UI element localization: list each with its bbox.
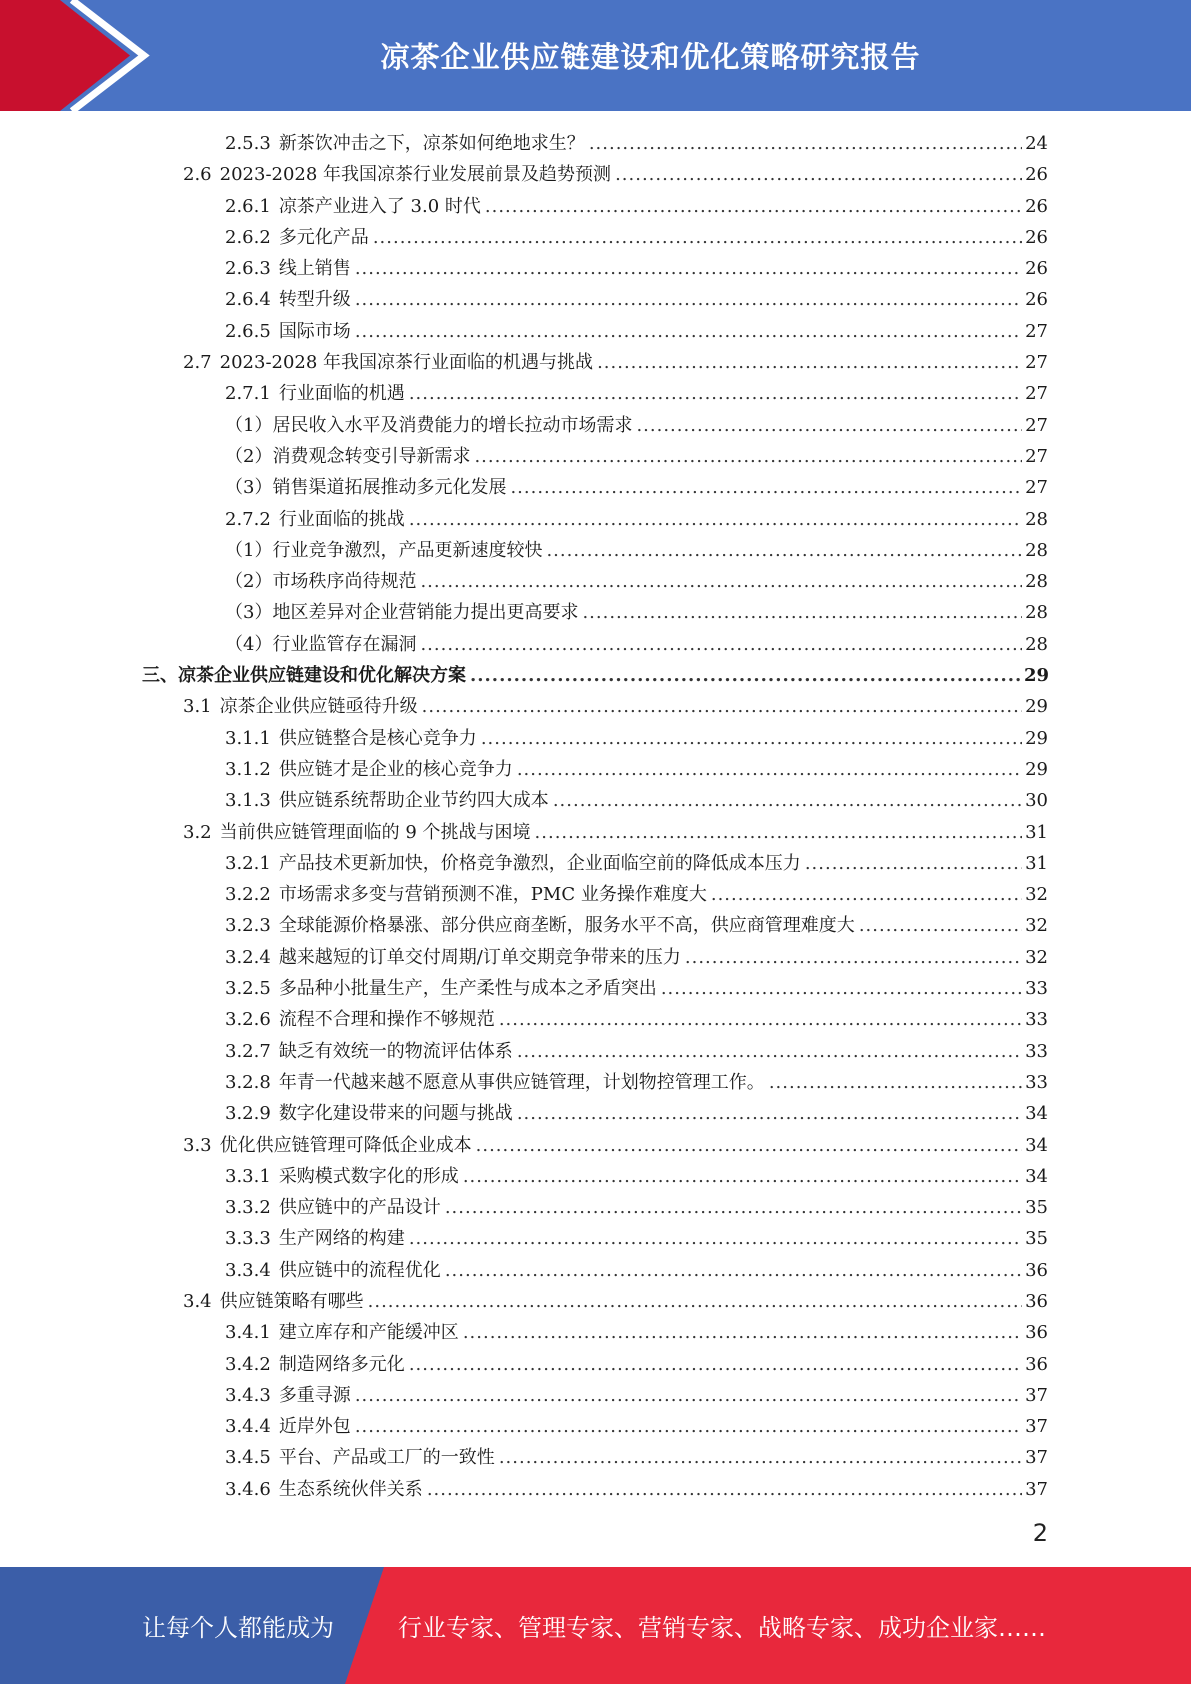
toc-entry[interactable] <box>0 1349 1191 1380</box>
toc-entry-page: 34 <box>1025 1165 1048 1187</box>
toc-entry-label: 越来越短的订单交付周期/订单交期竞争带来的压力 <box>278 946 681 968</box>
toc-entry[interactable] <box>0 629 1191 660</box>
table-of-contents <box>0 128 1191 1505</box>
toc-entry-title <box>183 817 531 848</box>
toc-entry[interactable] <box>0 472 1191 503</box>
toc-dot-leader <box>517 1098 1022 1129</box>
toc-entry-title <box>225 1098 513 1129</box>
toc-entry-number: 3.4.1 <box>225 1322 271 1344</box>
toc-entry-number: （2） <box>225 571 273 593</box>
toc-entry-title <box>225 410 632 441</box>
toc-entry-label: 供应链整合是核心竞争力 <box>278 727 477 749</box>
toc-entry-label: 居民收入水平及消费能力的增长拉动市场需求 <box>272 414 633 436</box>
toc-entry-label: 供应链系统帮助企业节约四大成本 <box>278 790 549 812</box>
toc-entry[interactable] <box>0 1192 1191 1223</box>
toc-dot-leader <box>553 785 1022 816</box>
toc-entry-title <box>225 848 801 879</box>
toc-entry[interactable] <box>0 253 1191 284</box>
toc-entry-title <box>225 1411 351 1442</box>
toc-entry-number: 3.2.8 <box>225 1071 271 1093</box>
toc-entry-number: 3.2.7 <box>225 1040 271 1062</box>
toc-entry-label: 数字化建设带来的问题与挑战 <box>278 1103 513 1125</box>
toc-dot-leader <box>409 504 1022 535</box>
toc-entry-page: 31 <box>1025 821 1048 843</box>
toc-entry-label: 采购模式数字化的形成 <box>278 1165 459 1187</box>
toc-entry-number: 2.6.2 <box>225 226 271 248</box>
page-header <box>0 0 1191 111</box>
toc-entry[interactable] <box>0 1223 1191 1254</box>
toc-entry-title <box>225 441 470 472</box>
toc-entry-number: 3.4 <box>183 1290 212 1312</box>
toc-entry-page: 29 <box>1025 696 1048 718</box>
toc-dot-leader <box>597 347 1022 378</box>
toc-entry-page: 26 <box>1025 258 1048 280</box>
toc-dot-leader <box>485 191 1022 222</box>
toc-entry[interactable] <box>0 1036 1191 1067</box>
toc-entry-title <box>225 723 477 754</box>
toc-entry-number: 3.2.1 <box>225 852 271 874</box>
toc-entry-title <box>225 284 351 315</box>
toc-dot-leader <box>636 410 1022 441</box>
toc-entry-title <box>225 597 578 628</box>
toc-dot-leader <box>499 1004 1022 1035</box>
toc-entry-page: 33 <box>1025 1009 1048 1031</box>
toc-entry-title <box>225 504 405 535</box>
toc-entry[interactable] <box>0 159 1191 190</box>
toc-dot-leader <box>481 723 1022 754</box>
toc-entry-page: 28 <box>1025 571 1048 593</box>
toc-dot-leader <box>368 1286 1022 1317</box>
toc-entry-page: 28 <box>1025 508 1048 530</box>
toc-entry-number: 2.6.3 <box>225 258 271 280</box>
toc-entry-label: 线上销售 <box>278 258 351 280</box>
toc-dot-leader <box>661 973 1022 1004</box>
toc-entry-label: 多品种小批量生产，生产柔性与成本之矛盾突出 <box>278 978 657 1000</box>
toc-entry-title <box>225 316 351 347</box>
toc-entry-title <box>225 472 506 503</box>
toc-entry-page: 37 <box>1025 1416 1048 1438</box>
toc-entry-page: 36 <box>1025 1259 1048 1281</box>
toc-entry-number: 3.2.4 <box>225 946 271 968</box>
toc-entry[interactable] <box>0 942 1191 973</box>
toc-entry-label: 国际市场 <box>278 320 351 342</box>
toc-entry-number: 3.3.1 <box>225 1165 271 1187</box>
toc-entry[interactable] <box>0 754 1191 785</box>
toc-entry[interactable] <box>0 1380 1191 1411</box>
toc-entry-title <box>225 1380 351 1411</box>
toc-entry-number: 3.1 <box>183 696 212 718</box>
toc-entry-title <box>225 1474 423 1505</box>
toc-entry-label: 生态系统伙伴关系 <box>278 1478 423 1500</box>
toc-entry[interactable] <box>0 910 1191 941</box>
toc-entry[interactable] <box>0 441 1191 472</box>
toc-entry-title <box>225 1192 441 1223</box>
toc-entry-page: 32 <box>1025 946 1048 968</box>
toc-entry-number: 3.4.2 <box>225 1353 271 1375</box>
toc-entry-label: 供应链中的产品设计 <box>278 1197 441 1219</box>
toc-entry-number: 2.6.1 <box>225 195 271 217</box>
toc-dot-leader <box>445 1192 1022 1223</box>
toc-entry-page: 27 <box>1025 352 1048 374</box>
toc-entry-label: 凉茶企业供应链亟待升级 <box>219 696 418 718</box>
toc-entry[interactable] <box>0 222 1191 253</box>
toc-entry[interactable] <box>0 660 1191 691</box>
toc-entry-page: 29 <box>1025 727 1048 749</box>
toc-entry-page: 36 <box>1025 1322 1048 1344</box>
toc-entry-label: 供应链中的流程优化 <box>278 1259 441 1281</box>
toc-dot-leader <box>355 284 1022 315</box>
toc-entry-page: 36 <box>1025 1290 1048 1312</box>
toc-entry-page: 33 <box>1025 1071 1048 1093</box>
red-chevron-logo <box>0 0 160 111</box>
toc-entry-label: 多重寻源 <box>278 1384 351 1406</box>
toc-entry-title <box>225 222 369 253</box>
toc-entry-number: 3.2.6 <box>225 1009 271 1031</box>
toc-entry[interactable] <box>0 1067 1191 1098</box>
toc-entry-page: 28 <box>1025 539 1048 561</box>
toc-entry-page: 31 <box>1025 852 1048 874</box>
toc-entry-number: 3.3 <box>183 1134 212 1156</box>
toc-entry-number: （3） <box>225 477 273 499</box>
toc-entry-page: 26 <box>1025 195 1048 217</box>
toc-entry-title <box>225 1349 405 1380</box>
toc-entry-page: 28 <box>1025 602 1048 624</box>
toc-entry-title <box>225 191 481 222</box>
toc-entry[interactable] <box>0 848 1191 879</box>
toc-entry-label: 2023-2028 年我国凉茶行业面临的机遇与挑战 <box>219 352 594 374</box>
toc-entry-title <box>225 566 416 597</box>
toc-dot-leader <box>499 1442 1022 1473</box>
toc-entry-title <box>225 128 585 159</box>
toc-dot-leader <box>409 1349 1022 1380</box>
toc-entry-page: 34 <box>1025 1134 1048 1156</box>
toc-entry-title <box>225 1036 513 1067</box>
toc-entry-page: 30 <box>1025 790 1048 812</box>
toc-entry-number: 3.1.1 <box>225 727 271 749</box>
toc-entry-number: 2.7.2 <box>225 508 271 530</box>
toc-entry[interactable] <box>0 723 1191 754</box>
toc-dot-leader <box>535 817 1022 848</box>
toc-entry-label: 市场需求多变与营销预测不准，PMC 业务操作难度大 <box>278 884 707 906</box>
toc-entry-page: 29 <box>1025 758 1048 780</box>
toc-entry-number: 3.2.5 <box>225 978 271 1000</box>
toc-entry-page: 27 <box>1025 414 1048 436</box>
toc-dot-leader <box>476 1130 1022 1161</box>
toc-entry-number: 2.7.1 <box>225 383 271 405</box>
toc-entry-number: 3.3.3 <box>225 1228 271 1250</box>
toc-entry-title <box>225 1442 495 1473</box>
toc-entry-number: 3.1.2 <box>225 758 271 780</box>
toc-entry-page: 24 <box>1025 133 1048 154</box>
toc-entry-page: 36 <box>1025 1353 1048 1375</box>
toc-entry-page: 27 <box>1025 383 1048 405</box>
toc-entry-title <box>225 1067 765 1098</box>
toc-dot-leader <box>859 910 1022 941</box>
toc-entry-label: 行业监管存在漏洞 <box>272 633 417 655</box>
toc-entry-number: 2.6.4 <box>225 289 271 311</box>
toc-dot-leader <box>517 754 1022 785</box>
toc-entry-page: 32 <box>1025 884 1048 906</box>
toc-dot-leader <box>355 1411 1022 1442</box>
toc-entry-page: 27 <box>1025 477 1048 499</box>
toc-entry-label: 流程不合理和操作不够规范 <box>278 1009 495 1031</box>
toc-dot-leader <box>422 691 1022 722</box>
toc-entry-label: 全球能源价格暴涨、部分供应商垄断，服务水平不高，供应商管理难度大 <box>278 915 855 937</box>
toc-entry-number: （2） <box>225 445 273 467</box>
toc-entry[interactable] <box>0 535 1191 566</box>
footer-slogan-left: 让每个人都能成为 <box>142 1614 334 1642</box>
toc-entry-number: 2.7 <box>183 352 212 374</box>
toc-entry-label: 近岸外包 <box>278 1416 351 1438</box>
toc-dot-leader <box>769 1067 1022 1098</box>
toc-entry-page: 33 <box>1025 978 1048 1000</box>
toc-dot-leader <box>355 316 1022 347</box>
toc-entry-number: 三、 <box>142 665 178 687</box>
toc-entry-page: 37 <box>1025 1447 1048 1469</box>
toc-entry[interactable] <box>0 1474 1191 1505</box>
toc-entry-page: 26 <box>1025 164 1048 186</box>
toc-entry-title <box>183 1130 472 1161</box>
toc-entry-title <box>225 535 542 566</box>
toc-entry-title <box>225 1255 441 1286</box>
toc-dot-leader <box>463 1317 1022 1348</box>
toc-entry-title <box>225 378 405 409</box>
toc-dot-leader <box>420 566 1022 597</box>
toc-dot-leader <box>355 253 1022 284</box>
toc-entry-label: 销售渠道拓展推动多元化发展 <box>272 477 507 499</box>
toc-dot-leader <box>409 1223 1022 1254</box>
toc-entry-number: 3.2.2 <box>225 884 271 906</box>
toc-entry-number: 2.6 <box>183 164 212 186</box>
toc-entry-label: 优化供应链管理可降低企业成本 <box>219 1134 472 1156</box>
toc-entry[interactable] <box>0 128 1191 159</box>
toc-entry-label: 地区差异对企业营销能力提出更高要求 <box>272 602 579 624</box>
toc-entry-title <box>225 754 513 785</box>
toc-entry-page: 35 <box>1025 1228 1048 1250</box>
toc-entry-title <box>225 973 657 1004</box>
toc-entry-title <box>183 691 418 722</box>
toc-entry-label: 当前供应链管理面临的 9 个挑战与困境 <box>219 821 531 843</box>
toc-entry-title <box>225 1004 495 1035</box>
toc-entry[interactable] <box>0 1161 1191 1192</box>
toc-entry-label: 多元化产品 <box>278 226 369 248</box>
toc-entry-label: 消费观念转变引导新需求 <box>272 445 471 467</box>
toc-entry-number: 2.5.3 <box>225 133 271 154</box>
toc-entry[interactable] <box>0 347 1191 378</box>
toc-entry-label: 凉茶产业进入了 3.0 时代 <box>278 195 481 217</box>
toc-entry-label: 年青一代越来越不愿意从事供应链管理，计划物控管理工作。 <box>278 1071 765 1093</box>
toc-entry-label: 缺乏有效统一的物流评估体系 <box>278 1040 513 1062</box>
toc-entry-number: （1） <box>225 539 273 561</box>
toc-entry-page: 28 <box>1025 633 1048 655</box>
toc-entry-label: 制造网络多元化 <box>278 1353 405 1375</box>
toc-entry-label: 平台、产品或工厂的一致性 <box>278 1447 495 1469</box>
toc-entry[interactable] <box>0 504 1191 535</box>
toc-dot-leader <box>420 629 1022 660</box>
toc-entry-number: 3.4.6 <box>225 1478 271 1500</box>
toc-entry[interactable] <box>0 410 1191 441</box>
toc-entry-title <box>225 879 707 910</box>
toc-entry-number: 3.1.3 <box>225 790 271 812</box>
toc-entry-page: 27 <box>1025 320 1048 342</box>
toc-entry-title <box>225 629 416 660</box>
toc-entry-number: 3.3.2 <box>225 1197 271 1219</box>
toc-dot-leader <box>445 1255 1022 1286</box>
toc-entry-number: （3） <box>225 602 273 624</box>
toc-entry[interactable] <box>0 879 1191 910</box>
toc-entry[interactable] <box>0 1255 1191 1286</box>
toc-entry-label: 供应链才是企业的核心竞争力 <box>278 758 513 780</box>
toc-dot-leader <box>615 159 1022 190</box>
toc-entry-label: 供应链策略有哪些 <box>219 1290 364 1312</box>
toc-entry[interactable] <box>0 1286 1191 1317</box>
toc-entry-number: 2.6.5 <box>225 320 271 342</box>
toc-entry-title <box>225 785 549 816</box>
toc-dot-leader <box>589 128 1022 159</box>
toc-entry[interactable] <box>0 1004 1191 1035</box>
toc-entry[interactable] <box>0 284 1191 315</box>
toc-entry-label: 行业竞争激烈，产品更新速度较快 <box>272 539 543 561</box>
toc-entry-label: 建立库存和产能缓冲区 <box>278 1322 459 1344</box>
page-number: 2 <box>1032 1519 1048 1547</box>
toc-entry-page: 32 <box>1025 915 1048 937</box>
toc-entry-title <box>225 1317 459 1348</box>
toc-entry-title <box>183 159 611 190</box>
toc-entry-label: 行业面临的机遇 <box>278 383 405 405</box>
toc-entry-label: 产品技术更新加快，价格竞争激烈，企业面临空前的降低成本压力 <box>278 852 801 874</box>
toc-dot-leader <box>463 1161 1022 1192</box>
toc-entry[interactable] <box>0 1442 1191 1473</box>
toc-entry[interactable] <box>0 973 1191 1004</box>
toc-entry[interactable] <box>0 1317 1191 1348</box>
page-footer <box>0 1567 1191 1684</box>
toc-dot-leader <box>409 378 1022 409</box>
toc-entry-page: 37 <box>1025 1384 1048 1406</box>
toc-entry-page: 35 <box>1025 1197 1048 1219</box>
toc-entry-title <box>142 660 466 691</box>
toc-entry-page: 26 <box>1025 226 1048 248</box>
footer-slogan-right: 行业专家、管理专家、营销专家、战略专家、成功企业家…… <box>398 1614 1046 1642</box>
toc-entry-number: 3.2 <box>183 821 212 843</box>
toc-dot-leader <box>582 597 1022 628</box>
toc-entry-page: 26 <box>1025 289 1048 311</box>
toc-dot-leader <box>373 222 1022 253</box>
toc-entry-label: 2023-2028 年我国凉茶行业发展前景及趋势预测 <box>219 164 612 186</box>
toc-dot-leader <box>685 942 1022 973</box>
toc-entry-title <box>183 347 593 378</box>
toc-entry-page: 27 <box>1025 445 1048 467</box>
toc-dot-leader <box>517 1036 1022 1067</box>
toc-entry-number: 3.4.5 <box>225 1447 271 1469</box>
toc-dot-leader <box>805 848 1022 879</box>
toc-entry-page: 37 <box>1025 1478 1048 1500</box>
toc-entry-label: 行业面临的挑战 <box>278 508 405 530</box>
toc-entry[interactable] <box>0 785 1191 816</box>
toc-entry[interactable] <box>0 191 1191 222</box>
toc-entry-number: 3.3.4 <box>225 1259 271 1281</box>
toc-entry[interactable] <box>0 817 1191 848</box>
toc-entry-label: 生产网络的构建 <box>278 1228 405 1250</box>
toc-dot-leader <box>355 1380 1022 1411</box>
toc-entry[interactable] <box>0 316 1191 347</box>
toc-entry[interactable] <box>0 691 1191 722</box>
toc-dot-leader <box>470 660 1022 691</box>
toc-entry[interactable] <box>0 1130 1191 1161</box>
toc-entry-title <box>225 1223 405 1254</box>
toc-dot-leader <box>510 472 1022 503</box>
toc-dot-leader <box>474 441 1022 472</box>
toc-entry-number: 3.2.9 <box>225 1103 271 1125</box>
toc-entry-page: 34 <box>1025 1103 1048 1125</box>
toc-entry-number: （1） <box>225 414 273 436</box>
toc-entry-title <box>225 253 351 284</box>
toc-entry[interactable] <box>0 1098 1191 1129</box>
toc-entry-number: 3.2.3 <box>225 915 271 937</box>
toc-entry-label: 市场秩序尚待规范 <box>272 571 417 593</box>
toc-entry-label: 转型升级 <box>278 289 351 311</box>
toc-entry-page: 29 <box>1024 665 1050 687</box>
toc-dot-leader <box>427 1474 1022 1505</box>
toc-dot-leader <box>546 535 1022 566</box>
toc-entry-number: 3.4.3 <box>225 1384 271 1406</box>
toc-entry-number: 3.4.4 <box>225 1416 271 1438</box>
toc-entry-number: （4） <box>225 633 273 655</box>
toc-entry-label: 新茶饮冲击之下，凉茶如何绝地求生？ <box>278 133 585 154</box>
toc-entry-page: 33 <box>1025 1040 1048 1062</box>
toc-entry-title <box>225 942 681 973</box>
toc-entry-title <box>225 1161 459 1192</box>
toc-entry[interactable] <box>0 597 1191 628</box>
toc-entry-title <box>183 1286 364 1317</box>
toc-entry[interactable] <box>0 1411 1191 1442</box>
document-title: 凉茶企业供应链建设和优化策略研究报告 <box>380 40 921 74</box>
toc-entry-label: 凉茶企业供应链建设和优化解决方案 <box>178 665 466 687</box>
toc-entry-title <box>225 910 855 941</box>
toc-entry[interactable] <box>0 378 1191 409</box>
toc-entry[interactable] <box>0 566 1191 597</box>
toc-dot-leader <box>711 879 1022 910</box>
